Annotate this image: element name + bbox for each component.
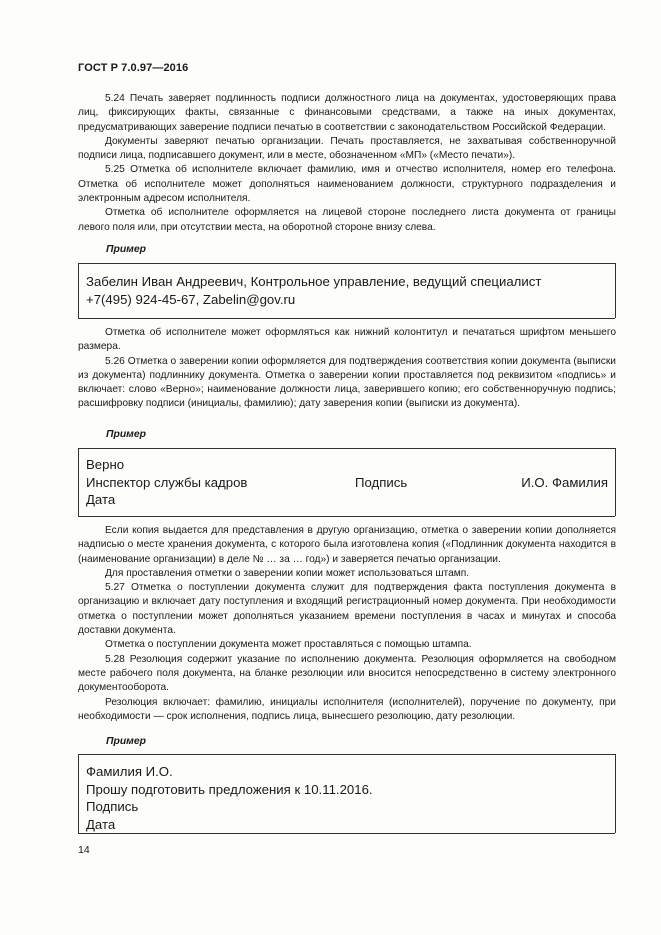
paragraph: Резолюция включает: фамилию, инициалы исполнителя (исполнителей), поручение по документу, при необходимости — срок исполнения, подпись лица, вынесшего резолюцию, дату резолюции. (78, 696, 616, 722)
example-box-top-border (78, 754, 615, 755)
paragraph: 5.25 Отметка об исполнителе включает фамилию, имя и отчество исполнителя, номер его телефона. Отметка об исполнителе может дополняться наименованием должности, структурного подразделения и электронным адресом исполнителя. (78, 164, 616, 205)
example-box-right-border (615, 754, 616, 833)
example-box-top-border (78, 448, 615, 449)
example-label: Пример (106, 736, 146, 747)
paragraph: 5.24 Печать заверяет подлинность подписи должностного лица на документах, удостоверяющих права лиц, фиксирующих факты, связанные с финансовыми средствами, а также на иных документах, предусматривающих заверение подписи печатью в соответствии с законодательством Российской Федерации. (78, 93, 616, 133)
paragraph: Отметка об исполнителе может оформляться как нижний колонтитул и печататься шрифтом меньшего размера. (78, 327, 616, 353)
example-label: Пример (106, 244, 146, 255)
example-box-top-border (78, 263, 615, 264)
document-header: ГОСТ Р 7.0.97—2016 (78, 62, 189, 74)
example-box-left-border (78, 263, 79, 318)
section-5-26 (78, 326, 616, 412)
paragraph: Для проставления отметки о заверении копии может использоваться штамп. (105, 567, 470, 579)
position-title: Инспектор службы кадров (86, 474, 248, 490)
section-5-24-5-25 (78, 92, 616, 235)
example-box-bottom-border (78, 516, 615, 517)
example-box-bottom-border (78, 318, 615, 319)
example-resolution (86, 763, 373, 833)
example-executor-mark (86, 273, 541, 308)
example-box-left-border (78, 754, 79, 833)
example-box-right-border (615, 448, 616, 516)
paragraph: 5.28 Резолюция содержит указание по исполнению документа. Резолюция оформляется на свободном месте рабочего поля документа, на бланке резолюции или вносится непосредственно в систему электронного документооборота. (78, 653, 616, 694)
paragraph: Если копия выдается для представления в другую организацию, отметка о заверении копии дополняется надписью о месте хранения документа, с которого была изготовлена копия («Подлинник документа находится в (наименование организации) в деле № … за … год») и заверяется печатью организации. (78, 525, 616, 565)
signature-placeholder: Подпись (355, 474, 408, 490)
example-label: Пример (106, 429, 146, 440)
verno-line: Верно (86, 457, 125, 472)
executor-line: Забелин Иван Андреевич, Контрольное управление, ведущий специалист (86, 274, 542, 289)
resolution-line: Дата (86, 816, 116, 832)
paragraph: Документы заверяют печатью организации. Печать проставляется, не захватывая собственноручной подписи лица, подписавшего документ, или в месте, обозначенном «МП» («Место печати»). (78, 135, 616, 162)
paragraph: Отметка о поступлении документа может проставляться с помощью штампа. (105, 639, 472, 651)
page-number: 14 (78, 844, 90, 856)
resolution-line: Подпись (86, 799, 139, 814)
example-box-left-border (78, 448, 79, 516)
example-box-right-border (615, 263, 616, 318)
resolution-line: Фамилия И.О. (86, 764, 173, 779)
signature-row (86, 474, 608, 492)
paragraph: Отметка об исполнителе оформляется на лицевой стороне последнего листа документа от границы левого поля или, при отсутствии места, на оборотной стороне внизу слева. (78, 207, 616, 233)
resolution-line: Прошу подготовить предложения к 10.11.2016. (86, 781, 373, 797)
section-5-27-5-28 (78, 524, 616, 724)
paragraph: 5.27 Отметка о поступлении документа служит для подтверждения факта поступления документа в организацию и включает дату поступления и входящий регистрационный номер документа. При необходимости отметка о поступлении может дополняться указанием времени поступления в часах и минутах и способа доставки документа. (78, 582, 616, 637)
paragraph: 5.26 Отметка о заверении копии оформляется для подтверждения соответствия копии документа (выписки из документа) подлиннику документа. Отметка о заверении копии проставляется под реквизитом «подпись» и включает: слово «Верно»; наименование должности лица, заверившего копию; его собственноручную подпись; расшифровку подписи (инициалы, фамилию); дату заверения копии (выписки из документа). (78, 355, 616, 410)
example-copy-certification (86, 456, 608, 509)
signature-decryption: И.О. Фамилия (521, 474, 608, 490)
example-box-bottom-border (78, 833, 615, 834)
executor-line: +7(495) 924-45-67, Zabelin@gov.ru (86, 291, 296, 307)
date-line: Дата (86, 492, 116, 507)
